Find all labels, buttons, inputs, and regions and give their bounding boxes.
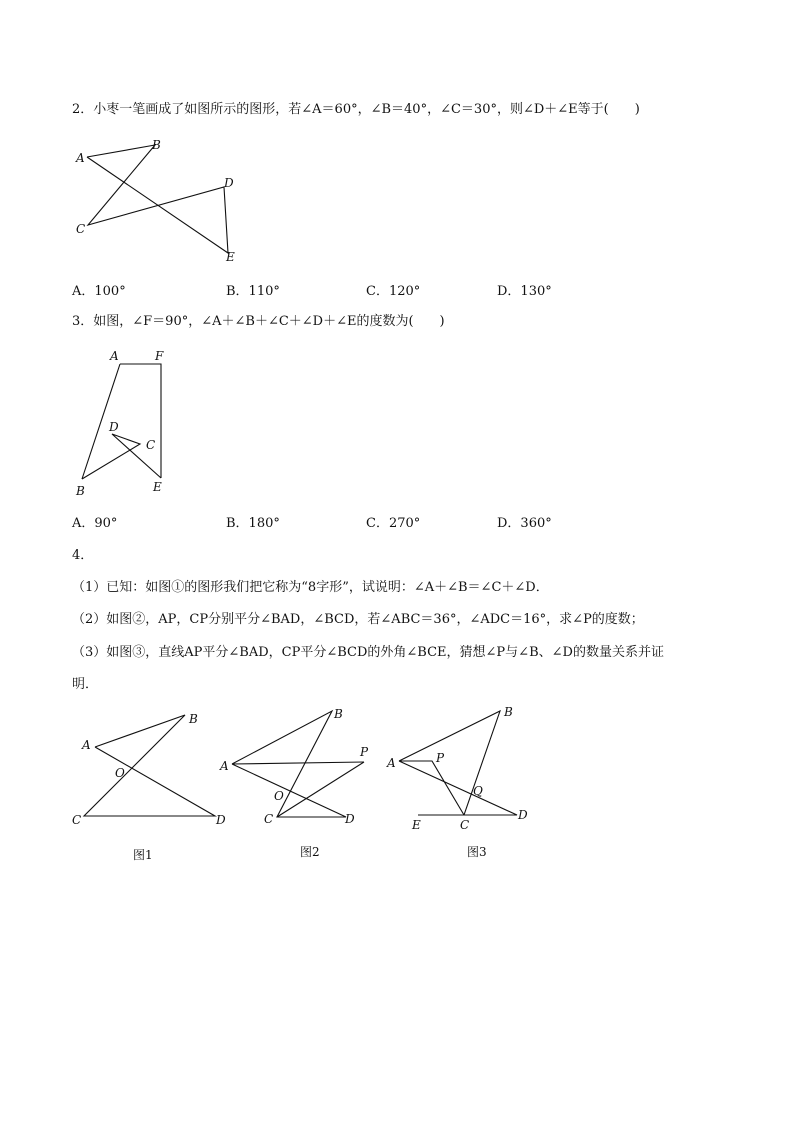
q4-part1: （1）已知：如图①的图形我们把它称为“8字形”，试说明：∠A＋∠B＝∠C＋∠D． <box>72 580 549 595</box>
q3-option-d: D．360° <box>497 516 552 531</box>
fig3-caption: 图3 <box>467 845 487 859</box>
fig2-label-c: C <box>264 812 274 826</box>
q3-option-a: A．90° <box>72 516 118 531</box>
fig1-path <box>84 715 215 816</box>
q2-stem: 2．小枣一笔画成了如图所示的图形，若∠A＝60°，∠B＝40°，∠C＝30°，则∠D＋∠E等于( ) <box>72 102 640 117</box>
q2-option-a: A．100° <box>72 284 126 299</box>
q4-part3-line1: （3）如图③，直线AP平分∠BAD，CP平分∠BCD的外角∠BCE，猜想∠P与∠B、∠D的数量关系并证 <box>72 645 664 660</box>
fig1-caption: 图1 <box>133 848 153 862</box>
fig2-caption: 图2 <box>300 845 320 859</box>
fig1-label-a: A <box>82 738 91 752</box>
q2-option-b: B．110° <box>226 284 280 299</box>
q4-number: 4． <box>72 548 94 563</box>
q3-label-f: F <box>155 349 164 363</box>
fig2-label-a: A <box>220 759 229 773</box>
fig2-label-b: B <box>334 707 343 721</box>
q3-label-c: C <box>146 438 156 452</box>
q3-stem: 3．如图，∠F＝90°，∠A＋∠B＋∠C＋∠D＋∠E的度数为( ) <box>72 314 445 329</box>
fig1-label-o: O <box>115 766 125 780</box>
q3-option-c: C．270° <box>366 516 421 531</box>
q4-figure-2 <box>215 700 380 830</box>
q2-path <box>87 145 228 253</box>
q3-label-d: D <box>109 420 119 434</box>
q2-option-d: D．130° <box>497 284 552 299</box>
fig1-label-b: B <box>189 712 198 726</box>
q4-figure-3 <box>382 700 542 835</box>
q3-label-b: B <box>76 484 85 498</box>
fig2-label-d: D <box>345 812 355 826</box>
q2-label-b: B <box>152 138 161 152</box>
fig2-label-p: P <box>360 745 369 759</box>
fig3-label-p: P <box>436 751 445 765</box>
fig3-label-b: B <box>504 705 513 719</box>
q2-label-a: A <box>76 151 85 165</box>
q3-label-a: A <box>110 349 119 363</box>
fig2-label-o: O <box>274 789 284 803</box>
fig3-label-q: Q <box>473 784 483 798</box>
q3-label-e: E <box>153 480 162 494</box>
q3-option-b: B．180° <box>226 516 280 531</box>
fig2-segment-ap <box>232 762 364 764</box>
q4-part3-line2: 明． <box>72 677 99 692</box>
fig1-label-c: C <box>72 813 82 827</box>
fig3-label-a: A <box>387 756 396 770</box>
fig1-label-d: D <box>216 813 226 827</box>
fig3-label-e: E <box>412 818 421 832</box>
fig3-ap-cp <box>399 761 464 815</box>
q3-outline <box>120 364 161 478</box>
fig2-segment-cp <box>277 762 364 817</box>
fig3-label-d: D <box>518 808 528 822</box>
q2-figure <box>60 130 260 270</box>
q4-part2: （2）如图②，AP，CP分别平分∠BAD，∠BCD，若∠ABC＝36°，∠ADC＝16°，求∠P的度数； <box>72 612 644 627</box>
fig3-path <box>399 711 517 815</box>
q2-label-c: C <box>76 222 86 236</box>
q3-figure <box>70 345 180 500</box>
q2-label-d: D <box>224 176 234 190</box>
q2-label-e: E <box>226 250 235 264</box>
q2-option-c: C．120° <box>366 284 421 299</box>
fig3-label-c: C <box>460 818 470 832</box>
